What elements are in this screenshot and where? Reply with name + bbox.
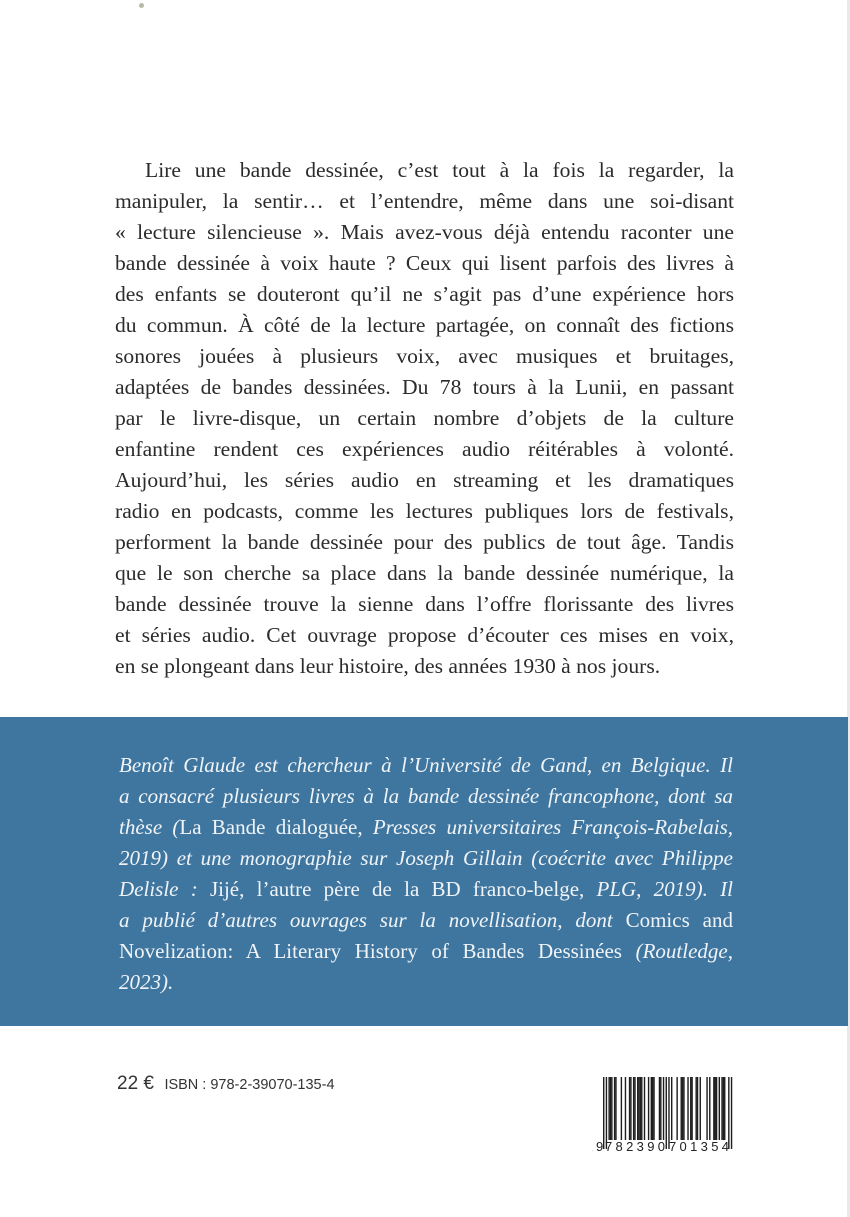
barcode-bar	[690, 1077, 691, 1140]
barcode-guard-bar	[666, 1077, 667, 1149]
barcode-bar	[719, 1077, 720, 1140]
barcode-bar	[682, 1077, 683, 1140]
barcode-bar	[630, 1077, 631, 1140]
barcode-bar	[683, 1077, 684, 1140]
barcode-bar	[608, 1077, 609, 1140]
barcode-first-digit: 9	[596, 1139, 604, 1154]
paper-speck	[139, 3, 144, 8]
barcode-bar	[653, 1077, 654, 1140]
bio-line	[119, 936, 733, 967]
bio-line	[119, 750, 733, 781]
barcode-bar	[621, 1077, 622, 1140]
blurb-line: du commun. À côté de la lecture partagée, on connaît des fictions	[115, 313, 734, 337]
barcode-bar	[638, 1077, 639, 1140]
barcode-bar	[663, 1077, 664, 1140]
barcode-bar	[652, 1077, 653, 1140]
barcode-bar	[709, 1077, 710, 1140]
barcode-bar	[644, 1077, 645, 1140]
barcode-bar	[640, 1077, 641, 1140]
barcode-bar	[676, 1077, 677, 1140]
blurb-line: Lire une bande dessinée, c’est tout à la fois la regarder, la	[145, 158, 734, 182]
bio-text: Benoît Glaude est chercheur à l’Université de Gand, en Belgique. Il	[119, 753, 733, 777]
barcode-bar	[715, 1077, 716, 1140]
barcode-bar	[634, 1077, 635, 1140]
blurb-line: en se plongeant dans leur histoire, des années 1930 à nos jours.	[115, 654, 661, 678]
barcode-bar	[629, 1077, 630, 1140]
blurb-line: adaptées de bandes dessinées. Du 78 tours à la Lunii, en passant	[115, 375, 734, 399]
barcode-bar	[681, 1077, 682, 1140]
blurb-line: que le son cherche sa place dans la bande dessinée numérique, la	[115, 561, 734, 585]
barcode-bar	[625, 1077, 626, 1140]
bio-line	[119, 905, 733, 936]
bio-text: (Routledge,	[621, 939, 733, 963]
barcode-bar	[671, 1077, 672, 1140]
blurb-line: et séries audio. Cet ouvrage propose d’écouter ces mises en voix,	[115, 623, 734, 647]
blurb-line: par le livre-disque, un certain nombre d’objets de la culture	[115, 406, 734, 430]
barcode-bar	[700, 1077, 701, 1140]
barcode-bar	[633, 1077, 634, 1140]
barcode-bar	[687, 1077, 688, 1140]
blurb-line: performent la bande dessinée pour des publics de tout âge. Tandis	[115, 530, 734, 554]
barcode-left-digits: 782390	[605, 1139, 665, 1154]
book-title-jije: Jijé, l’autre père de la BD franco-belge,	[209, 877, 585, 901]
barcode-bar	[716, 1077, 717, 1140]
barcode-bar	[723, 1077, 724, 1140]
barcode-bar	[724, 1077, 725, 1140]
barcode-bar	[614, 1077, 615, 1140]
bio-text: 2019) et une monographie sur Joseph Gillain (coécrite avec Philippe	[119, 846, 733, 870]
barcode-bar	[697, 1077, 698, 1140]
isbn: ISBN : 978-2-39070-135-4	[164, 1077, 335, 1093]
ean13-barcode	[590, 1075, 740, 1155]
blurb-line: radio en podcasts, comme les lectures publiques lors de festivals,	[115, 499, 734, 523]
barcode-bar	[637, 1077, 638, 1140]
barcode-bar	[721, 1077, 722, 1140]
barcode-bar	[706, 1077, 707, 1140]
bio-line	[119, 843, 733, 874]
price: 22 €	[117, 1073, 154, 1094]
bio-line	[119, 874, 733, 905]
bio-text: PLG, 2019). Il	[584, 877, 733, 901]
barcode-bar	[615, 1077, 616, 1140]
barcode-bar	[659, 1077, 660, 1140]
bio-text: 2023).	[119, 970, 174, 994]
price-isbn-row	[117, 1073, 335, 1095]
bio-text: Presses universitaires François-Rabelais,	[362, 815, 733, 839]
barcode-guard-bar	[731, 1077, 732, 1149]
book-title-comics-and-novelization: Comics and	[625, 908, 733, 932]
barcode-bar	[611, 1077, 612, 1140]
barcode-bar	[713, 1077, 714, 1140]
blurb-line: manipuler, la sentir… et l’entendre, même dans une soi-disant	[115, 189, 734, 213]
barcode-bar	[648, 1077, 649, 1140]
bio-line	[119, 781, 733, 812]
bio-text: a consacré plusieurs livres à la bande dessinée francophone, dont sa	[119, 784, 733, 808]
barcode-bar	[691, 1077, 692, 1140]
blurb-line: sonores jouées à plusieurs voix, avec musiques et bruitages,	[115, 344, 734, 368]
barcode-bar	[695, 1077, 696, 1140]
bio-line	[119, 812, 733, 843]
bio-line	[119, 967, 733, 998]
barcode-bar	[610, 1077, 611, 1140]
bio-text: Delisle :	[119, 877, 210, 901]
book-title-la-bande-dialoguee: La Bande dialoguée,	[179, 815, 363, 839]
blurb-line: des enfants se douteront qu’il ne s’agit pas d’une expérience hors	[115, 282, 734, 306]
barcode-bar	[641, 1077, 642, 1140]
back-cover-blurb	[115, 155, 734, 682]
blurb-line: « lecture silencieuse ». Mais avez-vous déjà entendu raconter une	[115, 220, 734, 244]
blurb-line: bande dessinée à voix haute ? Ceux qui lisent parfois des livres à	[115, 251, 734, 275]
blurb-line: Aujourd’hui, les séries audio en streaming et les dramatiques	[115, 468, 734, 492]
bio-text: a publié d’autres ouvrages sur la novellisation, dont	[119, 908, 626, 932]
bio-text: thèse (	[119, 815, 180, 839]
blurb-line: enfantine rendent ces expériences audio réitérables à volonté.	[115, 437, 734, 461]
barcode-bar	[660, 1077, 661, 1140]
author-bio	[119, 750, 733, 998]
book-title-comics-and-novelization: Novelization: A Literary History of Bandes Dessinées	[119, 939, 622, 963]
barcode-bar	[651, 1077, 652, 1140]
barcode-right-digits: 701354	[669, 1139, 729, 1154]
blurb-line: bande dessinée trouve la sienne dans l’offre florissante des livres	[115, 592, 734, 616]
barcode-dot: .	[592, 1147, 594, 1152]
